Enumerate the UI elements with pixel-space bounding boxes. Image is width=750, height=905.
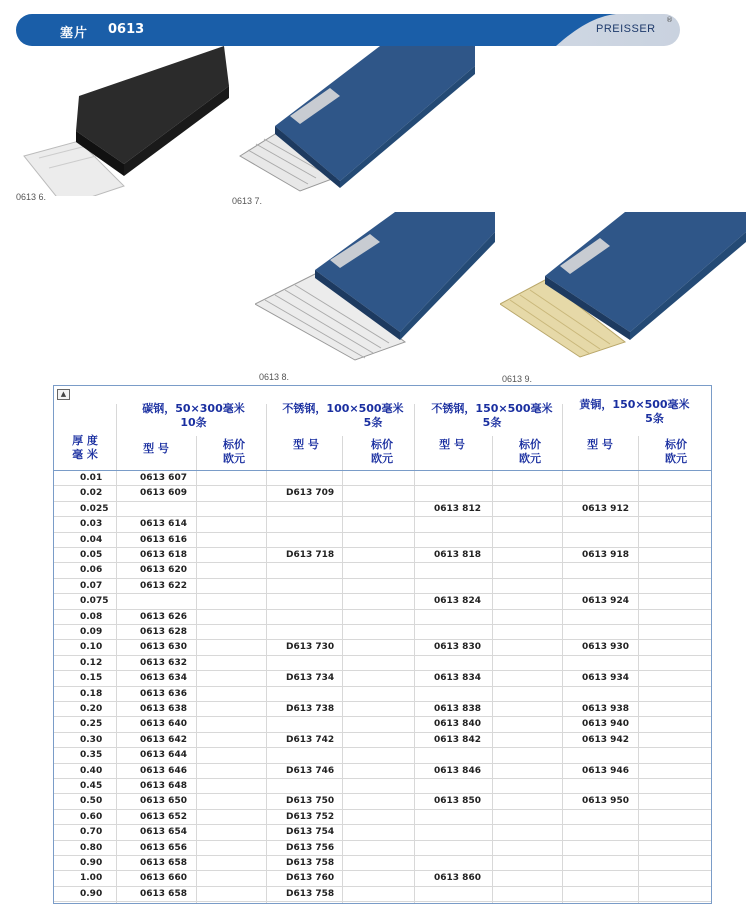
model-cell: 0613 632 (140, 657, 187, 668)
price-header-3-line1: 标价 (519, 438, 541, 451)
model-cell: 0613 846 (434, 765, 481, 776)
thickness-cell: 0.18 (80, 688, 103, 699)
product-image-3 (255, 212, 500, 382)
thickness-cell: 0.03 (80, 519, 103, 530)
price-header-1 (204, 438, 264, 466)
thickness-cell: 0.50 (80, 796, 103, 807)
model-cell: 0613 607 (140, 473, 187, 483)
thickness-cell: 1.00 (80, 873, 103, 884)
model-cell: 0613 616 (140, 534, 187, 545)
row-divider (54, 732, 711, 733)
model-cell: 0613 912 (582, 503, 629, 514)
model-cell: D613 738 (286, 704, 335, 714)
price-header-2-line2: 欧元 (371, 452, 393, 465)
model-cell: D613 760 (286, 873, 335, 884)
price-header-4-line2: 欧元 (665, 452, 687, 465)
thickness-cell: 0.04 (80, 534, 103, 545)
thickness-header-line2: 毫 米 (72, 448, 98, 461)
price-table (53, 385, 712, 904)
model-cell: 0613 950 (582, 796, 629, 807)
brand-logo: PREISSER (596, 23, 656, 35)
model-cell: D613 750 (286, 796, 335, 807)
row-divider (54, 870, 711, 871)
price-header-1-line1: 标价 (223, 438, 245, 451)
model-cell: 0613 618 (140, 550, 187, 560)
model-cell: 0613 942 (582, 734, 629, 745)
row-divider (54, 532, 711, 533)
price-header-2 (352, 438, 412, 466)
thickness-cell: 0.30 (80, 734, 103, 745)
model-cell: 0613 622 (140, 580, 187, 591)
group-3-line1: 不锈钢，150×500毫米 (431, 402, 553, 415)
model-cell: 0613 620 (140, 565, 187, 576)
model-cell: 0613 660 (140, 873, 187, 884)
model-header-4: 型 号 (587, 438, 613, 451)
row-divider (54, 655, 711, 656)
model-cell: 0613 830 (434, 642, 481, 653)
price-header-2-line1: 标价 (371, 438, 393, 451)
model-cell: 0613 630 (140, 642, 187, 653)
price-header-4 (646, 438, 706, 466)
row-divider (54, 824, 711, 825)
product-caption-1: 0613 6. (16, 192, 47, 202)
model-cell: 0613 934 (582, 673, 629, 684)
thickness-cell: 0.02 (80, 488, 103, 499)
model-cell: D613 758 (286, 888, 335, 899)
model-cell: 0613 642 (140, 734, 187, 745)
row-divider (54, 501, 711, 502)
model-cell: 0613 834 (434, 673, 481, 684)
model-cell: 0613 918 (582, 550, 629, 560)
thickness-cell: 0.35 (80, 750, 103, 761)
column-divider (266, 404, 267, 903)
group-header-carbon (116, 402, 271, 430)
thickness-cell: 0.09 (80, 627, 103, 637)
model-cell: 0613 824 (434, 596, 481, 607)
thickness-cell: 0.12 (80, 657, 103, 668)
model-cell: D613 746 (286, 765, 335, 776)
model-cell: 0613 646 (140, 765, 187, 776)
row-divider (54, 562, 711, 563)
group-2-line2: 5条 (363, 416, 383, 429)
row-divider (54, 701, 711, 702)
model-cell: 0613 656 (140, 842, 187, 853)
price-header-3 (500, 438, 560, 466)
group-4-line1: 黄铜，150×500毫米 (579, 398, 690, 411)
row-divider (54, 855, 711, 856)
model-cell: 0613 818 (434, 550, 481, 560)
model-cell: D613 734 (286, 673, 335, 684)
price-header-3-line2: 欧元 (519, 452, 541, 465)
model-cell: 0613 652 (140, 811, 187, 822)
row-divider (54, 578, 711, 579)
model-cell: 0613 636 (140, 688, 187, 699)
thickness-cell: 0.05 (80, 550, 103, 560)
thickness-cell: 0.90 (80, 888, 103, 899)
model-header-2: 型 号 (293, 438, 319, 451)
group-header-stainless-150 (416, 402, 568, 430)
model-cell: 0613 638 (140, 704, 187, 714)
model-cell: 0613 842 (434, 734, 481, 745)
row-divider (54, 593, 711, 594)
product-caption-2: 0613 7. (232, 196, 263, 206)
row-divider (54, 778, 711, 779)
header-divider (54, 470, 711, 471)
model-cell: D613 752 (286, 811, 335, 822)
group-header-brass (562, 398, 707, 426)
row-divider (54, 624, 711, 625)
row-divider (54, 840, 711, 841)
model-cell: 0613 946 (582, 765, 629, 776)
model-cell: 0613 860 (434, 873, 481, 884)
price-header-1-line2: 欧元 (223, 452, 245, 465)
model-cell: 0613 924 (582, 596, 629, 607)
model-cell: 0613 930 (582, 642, 629, 653)
row-divider (54, 639, 711, 640)
row-divider (54, 686, 711, 687)
column-divider (116, 404, 117, 903)
row-divider (54, 609, 711, 610)
model-cell: 0613 658 (140, 888, 187, 899)
model-cell: 0613 626 (140, 611, 187, 622)
table-corner-icon: ▲ (57, 389, 70, 400)
thickness-cell: 0.80 (80, 842, 103, 853)
model-cell: 0613 634 (140, 673, 187, 684)
model-cell: 0613 614 (140, 519, 187, 530)
thickness-header-line1: 厚 度 (72, 434, 98, 447)
row-divider (54, 547, 711, 548)
header-banner (16, 14, 680, 46)
model-cell: 0613 840 (434, 719, 481, 730)
group-3-line2: 5条 (482, 416, 502, 429)
thickness-cell: 0.01 (80, 473, 103, 483)
group-header-stainless-100 (268, 402, 418, 430)
group-2-line1: 不锈钢，100×500毫米 (282, 402, 404, 415)
model-cell: 0613 812 (434, 503, 481, 514)
model-cell: 0613 940 (582, 719, 629, 730)
model-cell: 0613 640 (140, 719, 187, 730)
model-cell: D613 758 (286, 858, 335, 868)
model-cell: 0613 938 (582, 704, 629, 714)
product-caption-3: 0613 8. (259, 372, 290, 382)
registered-mark: ® (666, 16, 673, 24)
product-image-4 (500, 212, 746, 382)
thickness-cell: 0.15 (80, 673, 103, 684)
thickness-cell: 0.07 (80, 580, 103, 591)
thickness-cell: 0.70 (80, 827, 103, 838)
thickness-cell: 0.40 (80, 765, 103, 776)
model-cell: D613 718 (286, 550, 335, 560)
model-cell: 0613 838 (434, 704, 481, 714)
row-divider (54, 809, 711, 810)
model-cell: 0613 850 (434, 796, 481, 807)
row-divider (54, 485, 711, 486)
group-1-line1: 碳钢，50×300毫米 (142, 402, 245, 415)
thickness-cell: 0.08 (80, 611, 103, 622)
thickness-cell: 0.25 (80, 719, 103, 730)
row-divider (54, 716, 711, 717)
product-image-2 (230, 46, 480, 206)
row-divider (54, 670, 711, 671)
thickness-cell: 0.90 (80, 858, 103, 868)
thickness-cell: 0.60 (80, 811, 103, 822)
row-divider (54, 516, 711, 517)
model-cell: 0613 644 (140, 750, 187, 761)
row-divider (54, 747, 711, 748)
thickness-cell: 0.075 (80, 596, 109, 607)
model-cell: 0613 650 (140, 796, 187, 807)
column-divider (414, 404, 415, 903)
thickness-cell: 0.10 (80, 642, 103, 653)
model-cell: 0613 658 (140, 858, 187, 868)
thickness-cell: 0.06 (80, 565, 103, 576)
column-divider (562, 404, 563, 903)
model-cell: D613 730 (286, 642, 335, 653)
model-cell: 0613 609 (140, 488, 187, 499)
thickness-header (60, 434, 110, 462)
product-caption-4: 0613 9. (502, 374, 533, 384)
model-header-1: 型 号 (143, 442, 169, 455)
row-divider (54, 886, 711, 887)
group-4-line2: 5条 (645, 412, 664, 425)
model-cell: D613 709 (286, 488, 335, 499)
thickness-cell: 0.45 (80, 781, 103, 791)
model-cell: 0613 648 (140, 781, 187, 791)
model-cell: D613 742 (286, 734, 335, 745)
group-1-line2: 10条 (180, 416, 207, 429)
page-title: 塞片 (60, 26, 89, 41)
thickness-cell: 0.20 (80, 704, 103, 714)
row-divider (54, 763, 711, 764)
row-divider (54, 901, 711, 902)
thickness-cell: 0.025 (80, 503, 109, 514)
model-cell: D613 754 (286, 827, 335, 838)
page-code: 0613 (108, 22, 145, 37)
model-header-3: 型 号 (439, 438, 465, 451)
product-image-1 (14, 46, 229, 202)
price-header-4-line1: 标价 (665, 438, 687, 451)
row-divider (54, 793, 711, 794)
model-cell: 0613 654 (140, 827, 187, 838)
model-cell: D613 756 (286, 842, 335, 853)
model-cell: 0613 628 (140, 627, 187, 637)
